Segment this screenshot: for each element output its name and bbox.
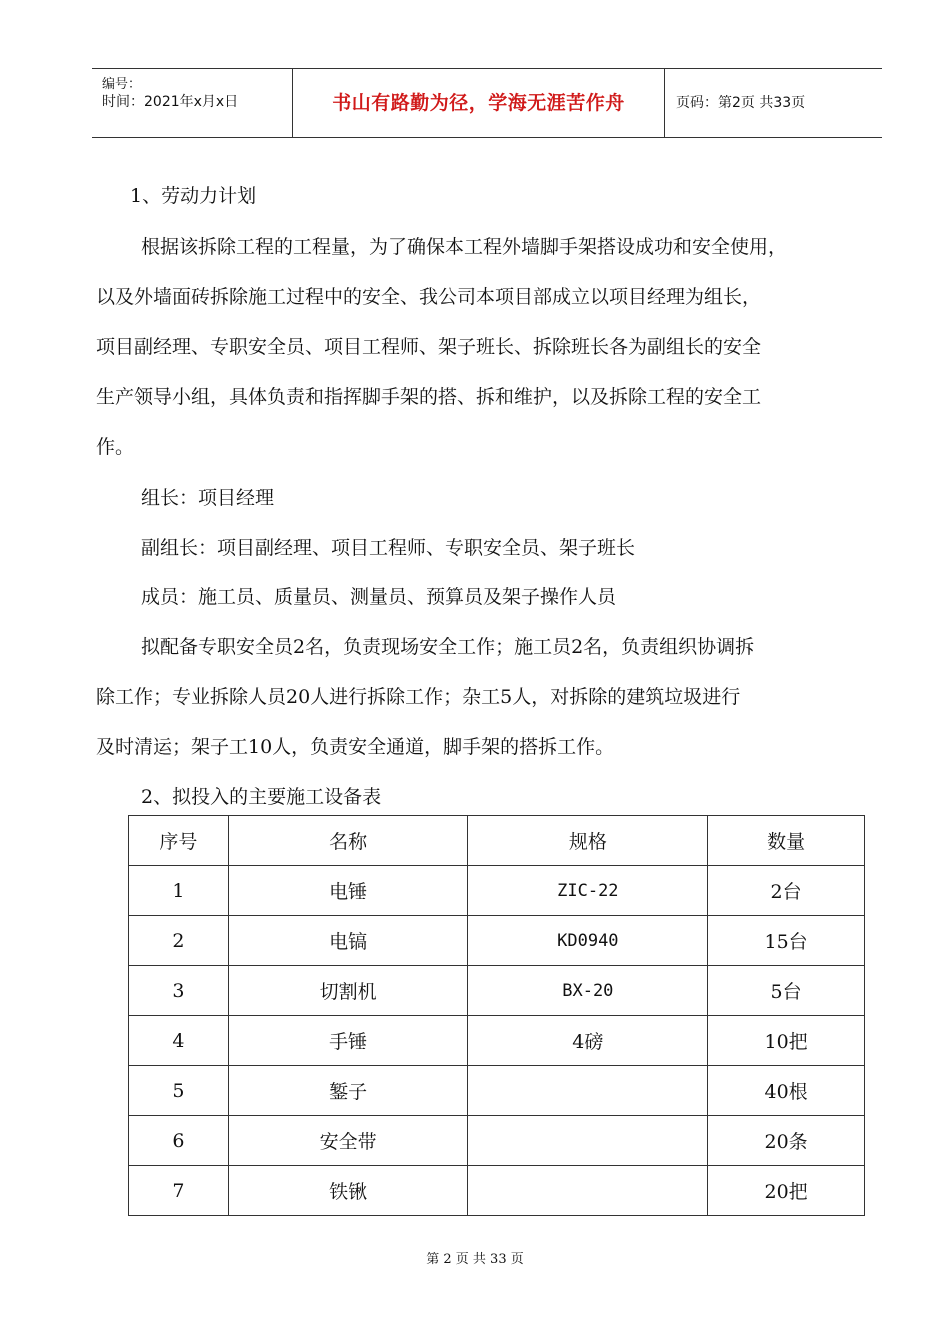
cell-name: 安全带 <box>228 1116 468 1166</box>
cell-name: 切割机 <box>228 966 468 1016</box>
cell-index: 3 <box>129 966 229 1016</box>
cell-quantity: 5台 <box>708 966 865 1016</box>
cell-name: 电锤 <box>228 866 468 916</box>
cell-quantity: 40根 <box>708 1066 865 1116</box>
header-meta <box>92 69 292 137</box>
column-header: 名称 <box>228 816 468 866</box>
table-row <box>129 1166 865 1216</box>
table-row <box>129 866 865 916</box>
cell-quantity: 10把 <box>708 1016 865 1066</box>
cell-index: 6 <box>129 1116 229 1166</box>
paragraph-line: 拟配备专职安全员2名，负责现场安全工作；施工员2名，负责组织协调拆 <box>141 636 755 658</box>
table-row <box>129 1066 865 1116</box>
cell-spec: BX-20 <box>468 966 708 1016</box>
cell-name: 錾子 <box>228 1066 468 1116</box>
cell-spec: ZIC-22 <box>468 866 708 916</box>
paragraph-line: 除工作；专业拆除人员20人进行拆除工作；杂工5人，对拆除的建筑垃圾进行 <box>96 686 741 708</box>
team-leader: 组长：项目经理 <box>141 487 275 509</box>
paragraph-line: 作。 <box>96 436 135 458</box>
table-row <box>129 966 865 1016</box>
cell-name: 手锤 <box>228 1016 468 1066</box>
header-page-info: 页码：第2页 共33页 <box>676 95 806 111</box>
cell-spec: 4磅 <box>468 1016 708 1066</box>
cell-index: 7 <box>129 1166 229 1216</box>
paragraph-line: 以及外墙面砖拆除施工过程中的安全、我公司本项目部成立以项目经理为组长， <box>96 286 762 308</box>
cell-quantity: 15台 <box>708 916 865 966</box>
cell-name: 铁锹 <box>228 1166 468 1216</box>
team-deputy: 副组长：项目副经理、项目工程师、专职安全员、架子班长 <box>141 537 636 559</box>
column-header: 规格 <box>468 816 708 866</box>
table-row <box>129 1116 865 1166</box>
cell-quantity: 20条 <box>708 1116 865 1166</box>
cell-quantity: 2台 <box>708 866 865 916</box>
cell-index: 4 <box>129 1016 229 1066</box>
document-header <box>92 68 882 138</box>
cell-index: 2 <box>129 916 229 966</box>
column-header: 序号 <box>129 816 229 866</box>
document-time-label: 时间：2021年x月x日 <box>102 94 239 110</box>
table-row <box>129 916 865 966</box>
cell-quantity: 20把 <box>708 1166 865 1216</box>
page-footer: 第 2 页 共 33 页 <box>426 1252 524 1267</box>
paragraph-line: 及时清运；架子工10人，负责安全通道，脚手架的搭拆工作。 <box>96 736 615 758</box>
header-motto: 书山有路勤为径，学海无涯苦作舟 <box>332 92 625 114</box>
equipment-table <box>128 815 865 1216</box>
paragraph-line: 项目副经理、专职安全员、项目工程师、架子班长、拆除班长各为副组长的安全 <box>96 336 762 358</box>
header-divider <box>664 69 665 137</box>
cell-spec: KD0940 <box>468 916 708 966</box>
cell-index: 5 <box>129 1066 229 1116</box>
cell-spec <box>468 1116 708 1166</box>
paragraph-line: 根据该拆除工程的工程量，为了确保本工程外墙脚手架搭设成功和安全使用， <box>141 236 788 258</box>
document-number-label: 编号： <box>102 77 142 92</box>
team-members: 成员：施工员、质量员、测量员、预算员及架子操作人员 <box>141 586 617 608</box>
table-row <box>129 1016 865 1066</box>
paragraph-line: 生产领导小组，具体负责和指挥脚手架的搭、拆和维护，以及拆除工程的安全工 <box>96 386 762 408</box>
table-header-row <box>129 816 865 866</box>
cell-name: 电镐 <box>228 916 468 966</box>
cell-spec <box>468 1166 708 1216</box>
cell-spec <box>468 1066 708 1116</box>
cell-index: 1 <box>129 866 229 916</box>
column-header: 数量 <box>708 816 865 866</box>
section2-heading: 2、拟投入的主要施工设备表 <box>141 786 382 808</box>
section1-heading: 1、劳动力计划 <box>130 185 257 207</box>
